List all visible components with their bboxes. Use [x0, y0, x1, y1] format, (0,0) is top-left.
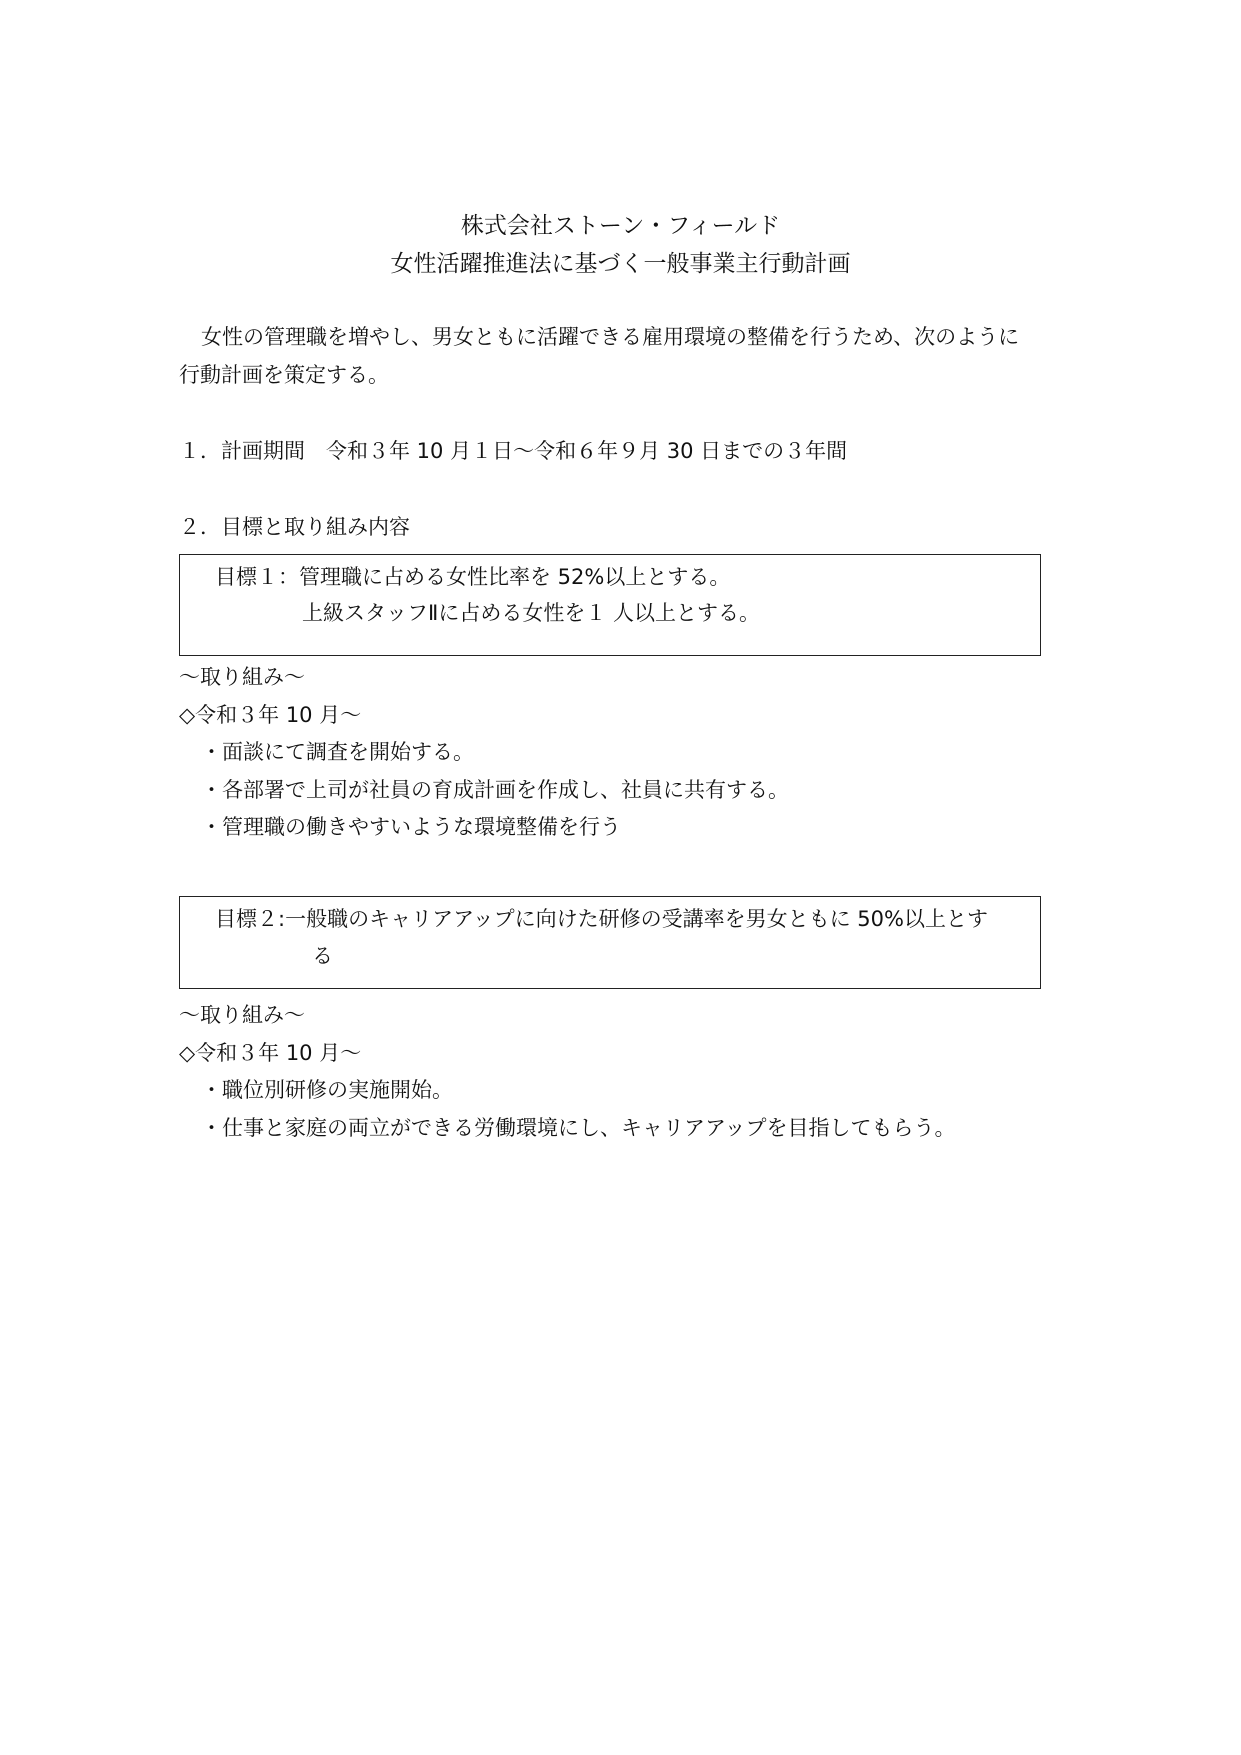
- goal-2-actions-heading: ～取り組み～: [179, 1003, 305, 1027]
- goal-2-period: ◇令和３年 10 月～: [179, 1041, 362, 1065]
- goal-1-actions-heading: ～取り組み～: [179, 665, 305, 689]
- document-title: 女性活躍推進法に基づく一般事業主行動計画: [390, 251, 851, 277]
- intro-line-2: 行動計画を策定する。: [179, 363, 389, 387]
- plan-period: １．計画期間 令和３年 10 月１日～令和６年９月 30 日までの３年間: [179, 439, 848, 463]
- section-2-heading: ２．目標と取り組み内容: [179, 515, 410, 539]
- intro-line-1: 女性の管理職を増やし、男女ともに活躍できる雇用環境の整備を行うため、次のように: [201, 325, 1020, 349]
- goal-1-line-2: 上級スタッフⅡに占める女性を１ 人以上とする。: [302, 601, 761, 625]
- goal-1-period: ◇令和３年 10 月～: [179, 703, 362, 727]
- goal-1-action-2: ・各部署で上司が社員の育成計画を作成し、社員に共有する。: [201, 778, 789, 802]
- goal-2-line-1: 目標２:一般職のキャリアアップに向けた研修の受講率を男女ともに 50%以上とす: [215, 907, 988, 931]
- goal-2-action-1: ・職位別研修の実施開始。: [201, 1078, 453, 1102]
- goal-1-action-3: ・管理職の働きやすいような環境整備を行う: [201, 815, 621, 839]
- goal-1-line-1: 目標１：管理職に占める女性比率を 52%以上とする。: [215, 565, 731, 589]
- company-name: 株式会社ストーン・フィールド: [460, 213, 781, 239]
- goal-1-action-1: ・面談にて調査を開始する。: [201, 740, 474, 764]
- goal-2-line-2: る: [312, 944, 333, 968]
- goal-2-action-2: ・仕事と家庭の両立ができる労働環境にし、キャリアアップを目指してもらう。: [201, 1116, 956, 1140]
